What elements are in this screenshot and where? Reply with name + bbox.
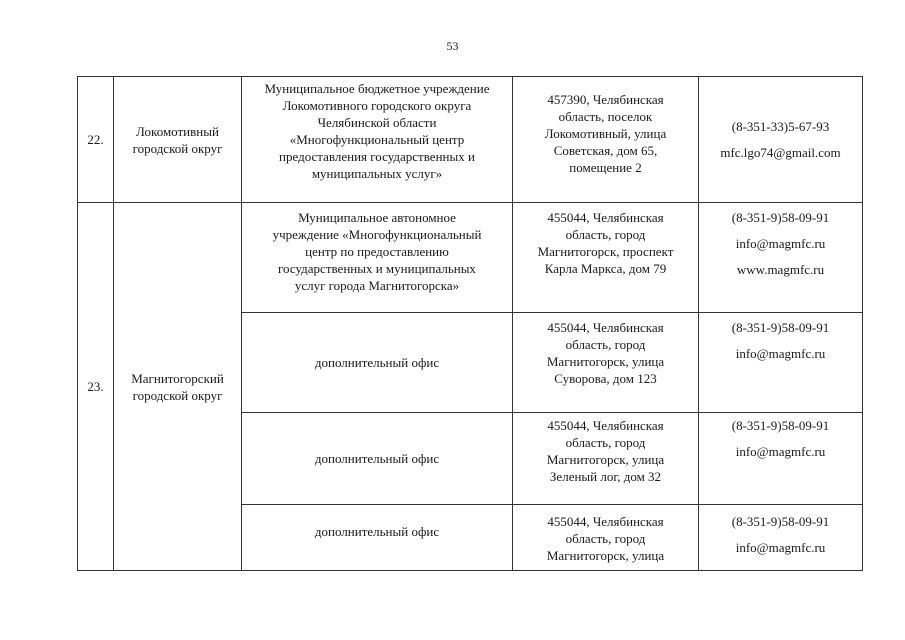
address-cell: 455044, Челябинская область, город Магнитогорск, проспект Карла Маркса, дом 79 (513, 203, 699, 313)
row-number: 23. (78, 203, 114, 571)
phone-text: (8-351-9)58-09-91 (731, 418, 830, 433)
office-name-cell: Муниципальное автономное учреждение «Многофункциональный центр по предоставлению государственных и муниципальных услуг города Магнитогорска» (242, 203, 513, 313)
email-text: mfc.lgo74@gmail.com (720, 145, 841, 160)
table-row-23 (78, 203, 863, 313)
office-name-cell: Муниципальное бюджетное учреждение Локомотивного городского округа Челябинской области «Многофункциональный центр предоставления государственных и муниципальных услуг» (242, 77, 513, 203)
email-text: info@magmfc.ru (735, 540, 826, 555)
address-cell: 455044, Челябинская область, город Магнитогорск, улица (513, 505, 699, 571)
mfc-table (77, 76, 863, 571)
address-cell: 455044, Челябинская область, город Магнитогорск, улица Зеленый лог, дом 32 (513, 413, 699, 505)
address-cell: 457390, Челябинская область, поселок Локомотивный, улица Советская, дом 65, помещение 2 (513, 77, 699, 203)
address-cell: 455044, Челябинская область, город Магнитогорск, улица Суворова, дом 123 (513, 313, 699, 413)
office-name-cell: дополнительный офис (242, 413, 513, 505)
district-line: Локомотивный (136, 123, 219, 139)
email-text: info@magmfc.ru (735, 236, 826, 251)
district-line: городской округ (132, 140, 223, 156)
phone-text: (8-351-33)5-67-93 (731, 119, 830, 134)
row-number: 22. (78, 77, 114, 203)
contacts-cell (699, 77, 863, 203)
page-number: 53 (446, 39, 459, 53)
district-cell (114, 77, 242, 203)
contacts-cell (699, 505, 863, 571)
phone-text: (8-351-9)58-09-91 (731, 514, 830, 529)
table-row-22 (78, 77, 863, 203)
website-text: www.magmfc.ru (736, 262, 825, 277)
district-line: городской округ (132, 387, 223, 403)
phone-text: (8-351-9)58-09-91 (731, 210, 830, 225)
phone-text: (8-351-9)58-09-91 (731, 320, 830, 335)
office-name-cell: дополнительный офис (242, 313, 513, 413)
contacts-cell (699, 203, 863, 313)
district-line: Магнитогорский (131, 370, 224, 386)
contacts-cell (699, 313, 863, 413)
email-text: info@magmfc.ru (735, 444, 826, 459)
office-name-cell: дополнительный офис (242, 505, 513, 571)
contacts-cell (699, 413, 863, 505)
district-cell (114, 203, 242, 571)
email-text: info@magmfc.ru (735, 346, 826, 361)
